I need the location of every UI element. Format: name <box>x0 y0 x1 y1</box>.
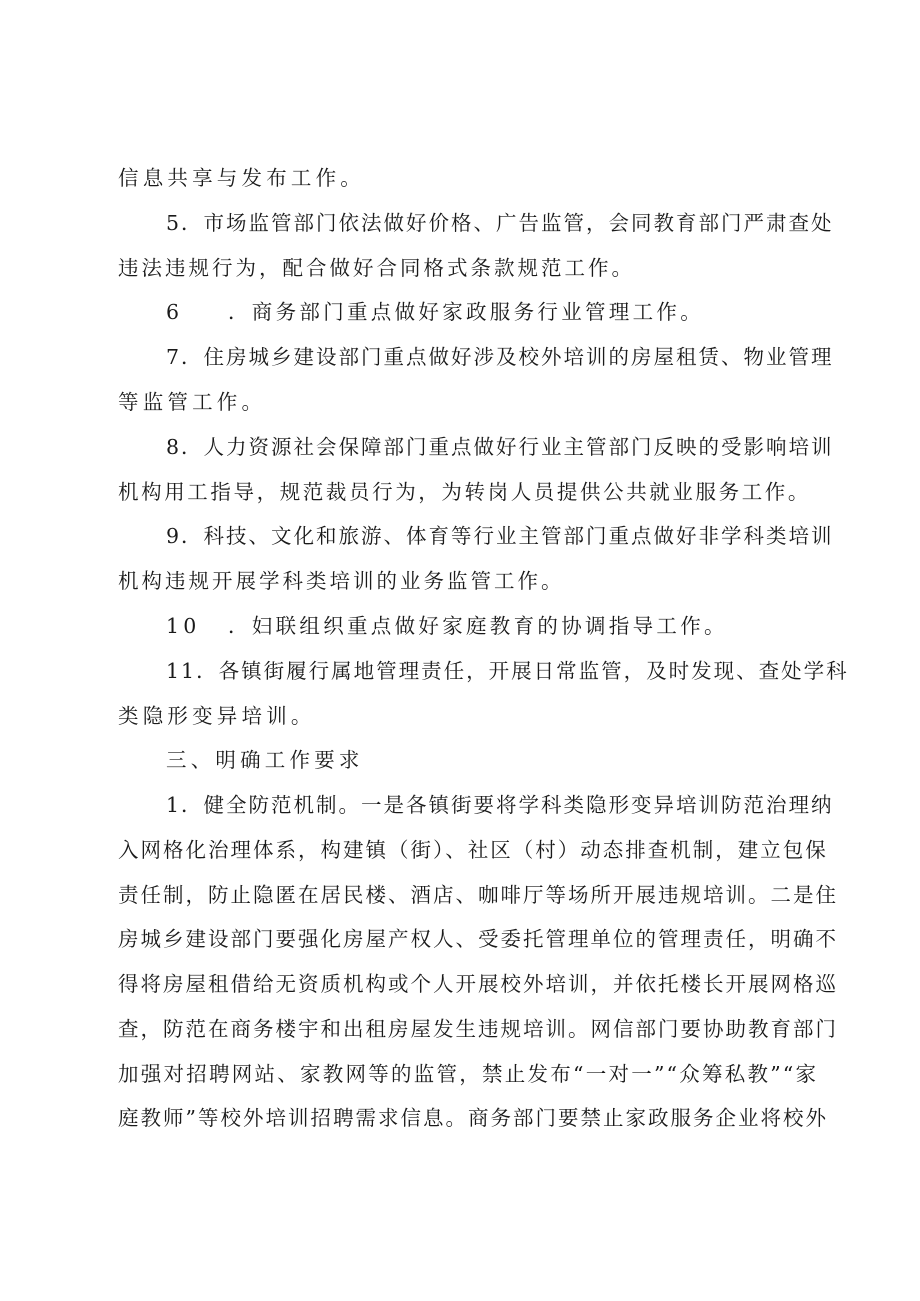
text-line: 机构用工指导，规范裁员行为，为转岗人员提供公共就业服务工作。 <box>118 480 811 504</box>
text-line: 房城乡建设部门要强化房屋产权人、受委托管理单位的管理责任，明确不 <box>118 927 838 951</box>
item-text: ．商务部门重点做好家政服务行业管理工作。 <box>228 300 704 324</box>
text-line: 类隐形变异培训。 <box>118 704 316 728</box>
section-heading: 三、明确工作要求 <box>166 748 364 772</box>
text-line: 信息共享与发布工作。 <box>118 166 365 190</box>
text-line: 7．住房城乡建设部门重点做好涉及校外培训的房屋租赁、物业管理 <box>166 345 834 369</box>
text-line: 违法违规行为，配合做好合同格式条款规范工作。 <box>118 256 635 280</box>
text-line: 9．科技、文化和旅游、体育等行业主管部门重点做好非学科类培训 <box>166 524 834 548</box>
item-text: ．妇联组织重点做好家庭教育的协调指导工作。 <box>228 614 728 638</box>
text-line: 责任制，防止隐匿在居民楼、酒店、咖啡厅等场所开展违规培训。二是住 <box>118 883 838 907</box>
text-line <box>166 297 818 327</box>
text-line: 8．人力资源社会保障部门重点做好行业主管部门反映的受影响培训 <box>166 435 834 459</box>
text-line: 庭教师”等校外培训招聘需求信息。商务部门要禁止家政服务企业将校外 <box>118 1106 828 1130</box>
text-line: 加强对招聘网站、家教网等的监管，禁止发布“一对一”“众筹私教”“家 <box>118 1062 818 1086</box>
text-line <box>166 611 818 641</box>
text-line: 11．各镇街履行属地管理责任，开展日常监管，及时发现、查处学科 <box>166 659 849 683</box>
text-line: 等监管工作。 <box>118 390 267 414</box>
text-line: 1．健全防范机制。一是各镇街要将学科类隐形变异培训防范治理纳 <box>166 793 834 817</box>
text-line: 得将房屋租借给无资质机构或个人开展校外培训，并依托楼长开展网格巡 <box>118 972 838 996</box>
text-line: 机构违规开展学科类培训的业务监管工作。 <box>118 569 565 593</box>
text-line: 查，防范在商务楼宇和出租房屋发生违规培训。网信部门要协助教育部门 <box>118 1017 838 1041</box>
text-line: 5．市场监管部门依法做好价格、广告监管，会同教育部门严肃查处 <box>166 211 834 235</box>
item-number: 10 <box>166 614 201 638</box>
item-number: 6 <box>166 300 184 324</box>
text-line: 入网格化治理体系，构建镇（街）、社区（村）动态排查机制，建立包保 <box>118 838 828 862</box>
